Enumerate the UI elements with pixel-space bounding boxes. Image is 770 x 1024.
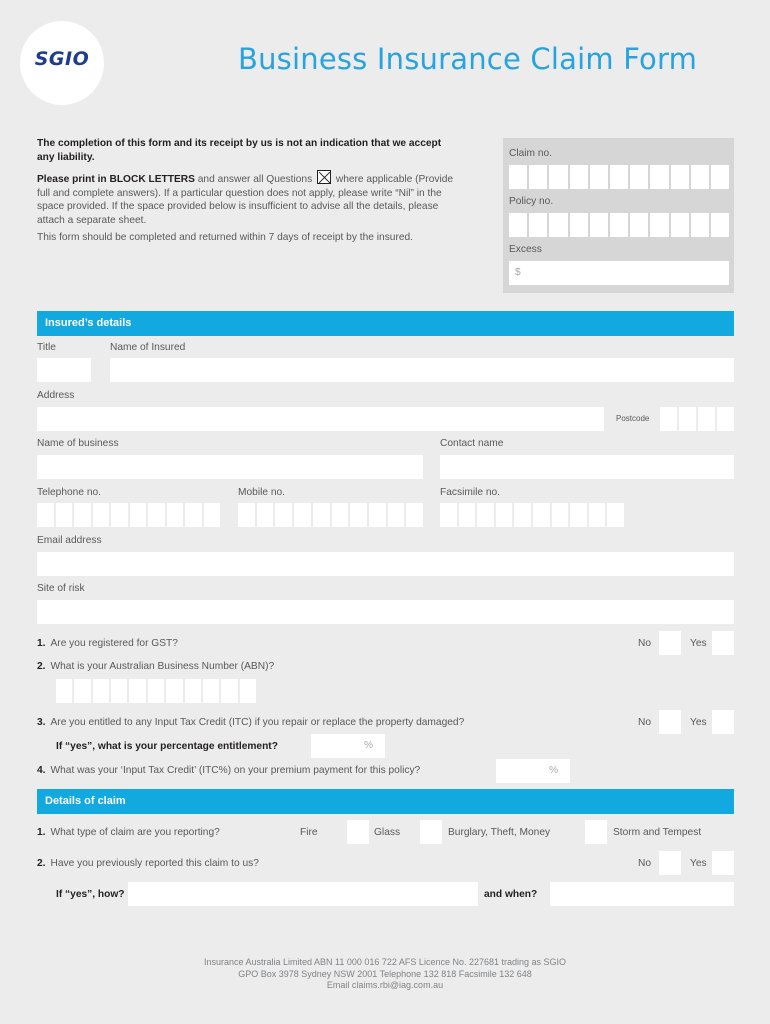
page-title: Business Insurance Claim Form xyxy=(238,42,698,76)
contact-label: Contact name xyxy=(440,438,504,449)
footer-line-email: Email claims.rbi@iag.com.au xyxy=(326,980,444,990)
burglary-label: Burglary, Theft, Money xyxy=(448,827,551,838)
address-input[interactable] xyxy=(37,407,604,431)
telephone-input[interactable] xyxy=(37,503,220,527)
itc-no-label: No xyxy=(638,717,652,728)
question-claim-type: 1. What type of claim are you reporting? xyxy=(37,827,220,838)
sgio-logo: SGIO xyxy=(34,48,90,70)
question-premium-itc: 4. What was your ‘Input Tax Credit’ (ITC%) on your premium payment for this policy? xyxy=(37,765,421,776)
postcode-input[interactable] xyxy=(660,407,734,431)
policy-no-input[interactable] xyxy=(509,213,729,237)
office-use-box xyxy=(503,138,734,293)
reported-yes-label: Yes xyxy=(690,858,707,869)
site-input[interactable] xyxy=(37,600,734,624)
address-label: Address xyxy=(37,390,75,401)
instructions: Please print in BLOCK LETTERS and answer all Questions where applicable (Provide full and complete answers). If a particular question does not apply, please write “Nil” in the space provided. If the space provided below is insufficient to advise all the details, please attach a separate sheet. xyxy=(37,170,457,227)
question-abn: 2. What is your Australian Business Number (ABN)? xyxy=(37,661,275,672)
how-label: If “yes”, how? xyxy=(56,889,125,900)
liability-note: The completion of this form and its receipt by us is not an indication that we accept any liability. xyxy=(37,138,442,163)
business-input[interactable] xyxy=(37,455,423,479)
excess-label: Excess xyxy=(509,244,542,255)
question-previously-reported: 2. Have you previously reported this claim to us? xyxy=(37,858,259,869)
claim-no-label: Claim no. xyxy=(509,148,553,159)
policy-no-label: Policy no. xyxy=(509,196,554,207)
claim-no-input[interactable] xyxy=(509,165,729,189)
gst-yes-label: Yes xyxy=(690,638,707,649)
burglary-checkbox[interactable] xyxy=(585,820,607,844)
when-label: and when? xyxy=(484,889,538,900)
itc-yes-checkbox[interactable] xyxy=(712,710,734,734)
glass-label: Glass xyxy=(374,827,401,838)
itc-yes-label: Yes xyxy=(690,717,707,728)
postcode-label: Postcode xyxy=(616,414,650,423)
excess-input[interactable]: $ xyxy=(509,261,729,285)
reported-no-label: No xyxy=(638,858,652,869)
mobile-label: Mobile no. xyxy=(238,487,286,498)
site-label: Site of risk xyxy=(37,583,85,594)
facsimile-input[interactable] xyxy=(440,503,624,527)
title-label: Title xyxy=(37,342,56,353)
how-input[interactable] xyxy=(128,882,478,906)
reported-yes-checkbox[interactable] xyxy=(712,851,734,875)
facsimile-label: Facsimile no. xyxy=(440,487,501,498)
return-note: This form should be completed and returned within 7 days of receipt by the insured. xyxy=(37,232,414,243)
name-label: Name of Insured xyxy=(110,342,186,353)
footer-line-company: Insurance Australia Limited ABN 11 000 016 722 AFS Licence No. 227681 trading as SGIO xyxy=(203,957,567,967)
itc-percentage-label: If “yes”, what is your percentage entitlement? xyxy=(56,741,278,752)
itc-percentage-input[interactable]: % xyxy=(311,734,385,758)
glass-checkbox[interactable] xyxy=(420,820,442,844)
business-label: Name of business xyxy=(37,438,119,449)
email-input[interactable] xyxy=(37,552,734,576)
title-input[interactable] xyxy=(37,358,91,382)
storm-label: Storm and Tempest xyxy=(613,827,702,838)
abn-input[interactable] xyxy=(56,679,256,703)
checkbox-example-icon xyxy=(317,170,331,184)
premium-itc-input[interactable]: % xyxy=(496,759,570,783)
footer-line-address: GPO Box 3978 Sydney NSW 2001 Telephone 132 818 Facsimile 132 648 xyxy=(238,968,532,979)
section-insured-details: Insured’s details xyxy=(37,311,734,336)
gst-no-checkbox[interactable] xyxy=(659,631,681,655)
gst-no-label: No xyxy=(638,638,652,649)
mobile-input[interactable] xyxy=(238,503,423,527)
name-input[interactable] xyxy=(110,358,734,382)
gst-yes-checkbox[interactable] xyxy=(712,631,734,655)
question-gst: 1. Are you registered for GST? xyxy=(37,638,178,649)
footer xyxy=(0,957,770,992)
itc-no-checkbox[interactable] xyxy=(659,710,681,734)
contact-input[interactable] xyxy=(440,455,734,479)
when-input[interactable] xyxy=(550,882,734,906)
question-itc: 3. Are you entitled to any Input Tax Credit (ITC) if you repair or replace the property damaged? xyxy=(37,717,465,728)
section-details-of-claim: Details of claim xyxy=(37,789,734,814)
email-label: Email address xyxy=(37,535,102,546)
telephone-label: Telephone no. xyxy=(37,487,102,498)
fire-label: Fire xyxy=(300,827,318,838)
reported-no-checkbox[interactable] xyxy=(659,851,681,875)
fire-checkbox[interactable] xyxy=(347,820,369,844)
